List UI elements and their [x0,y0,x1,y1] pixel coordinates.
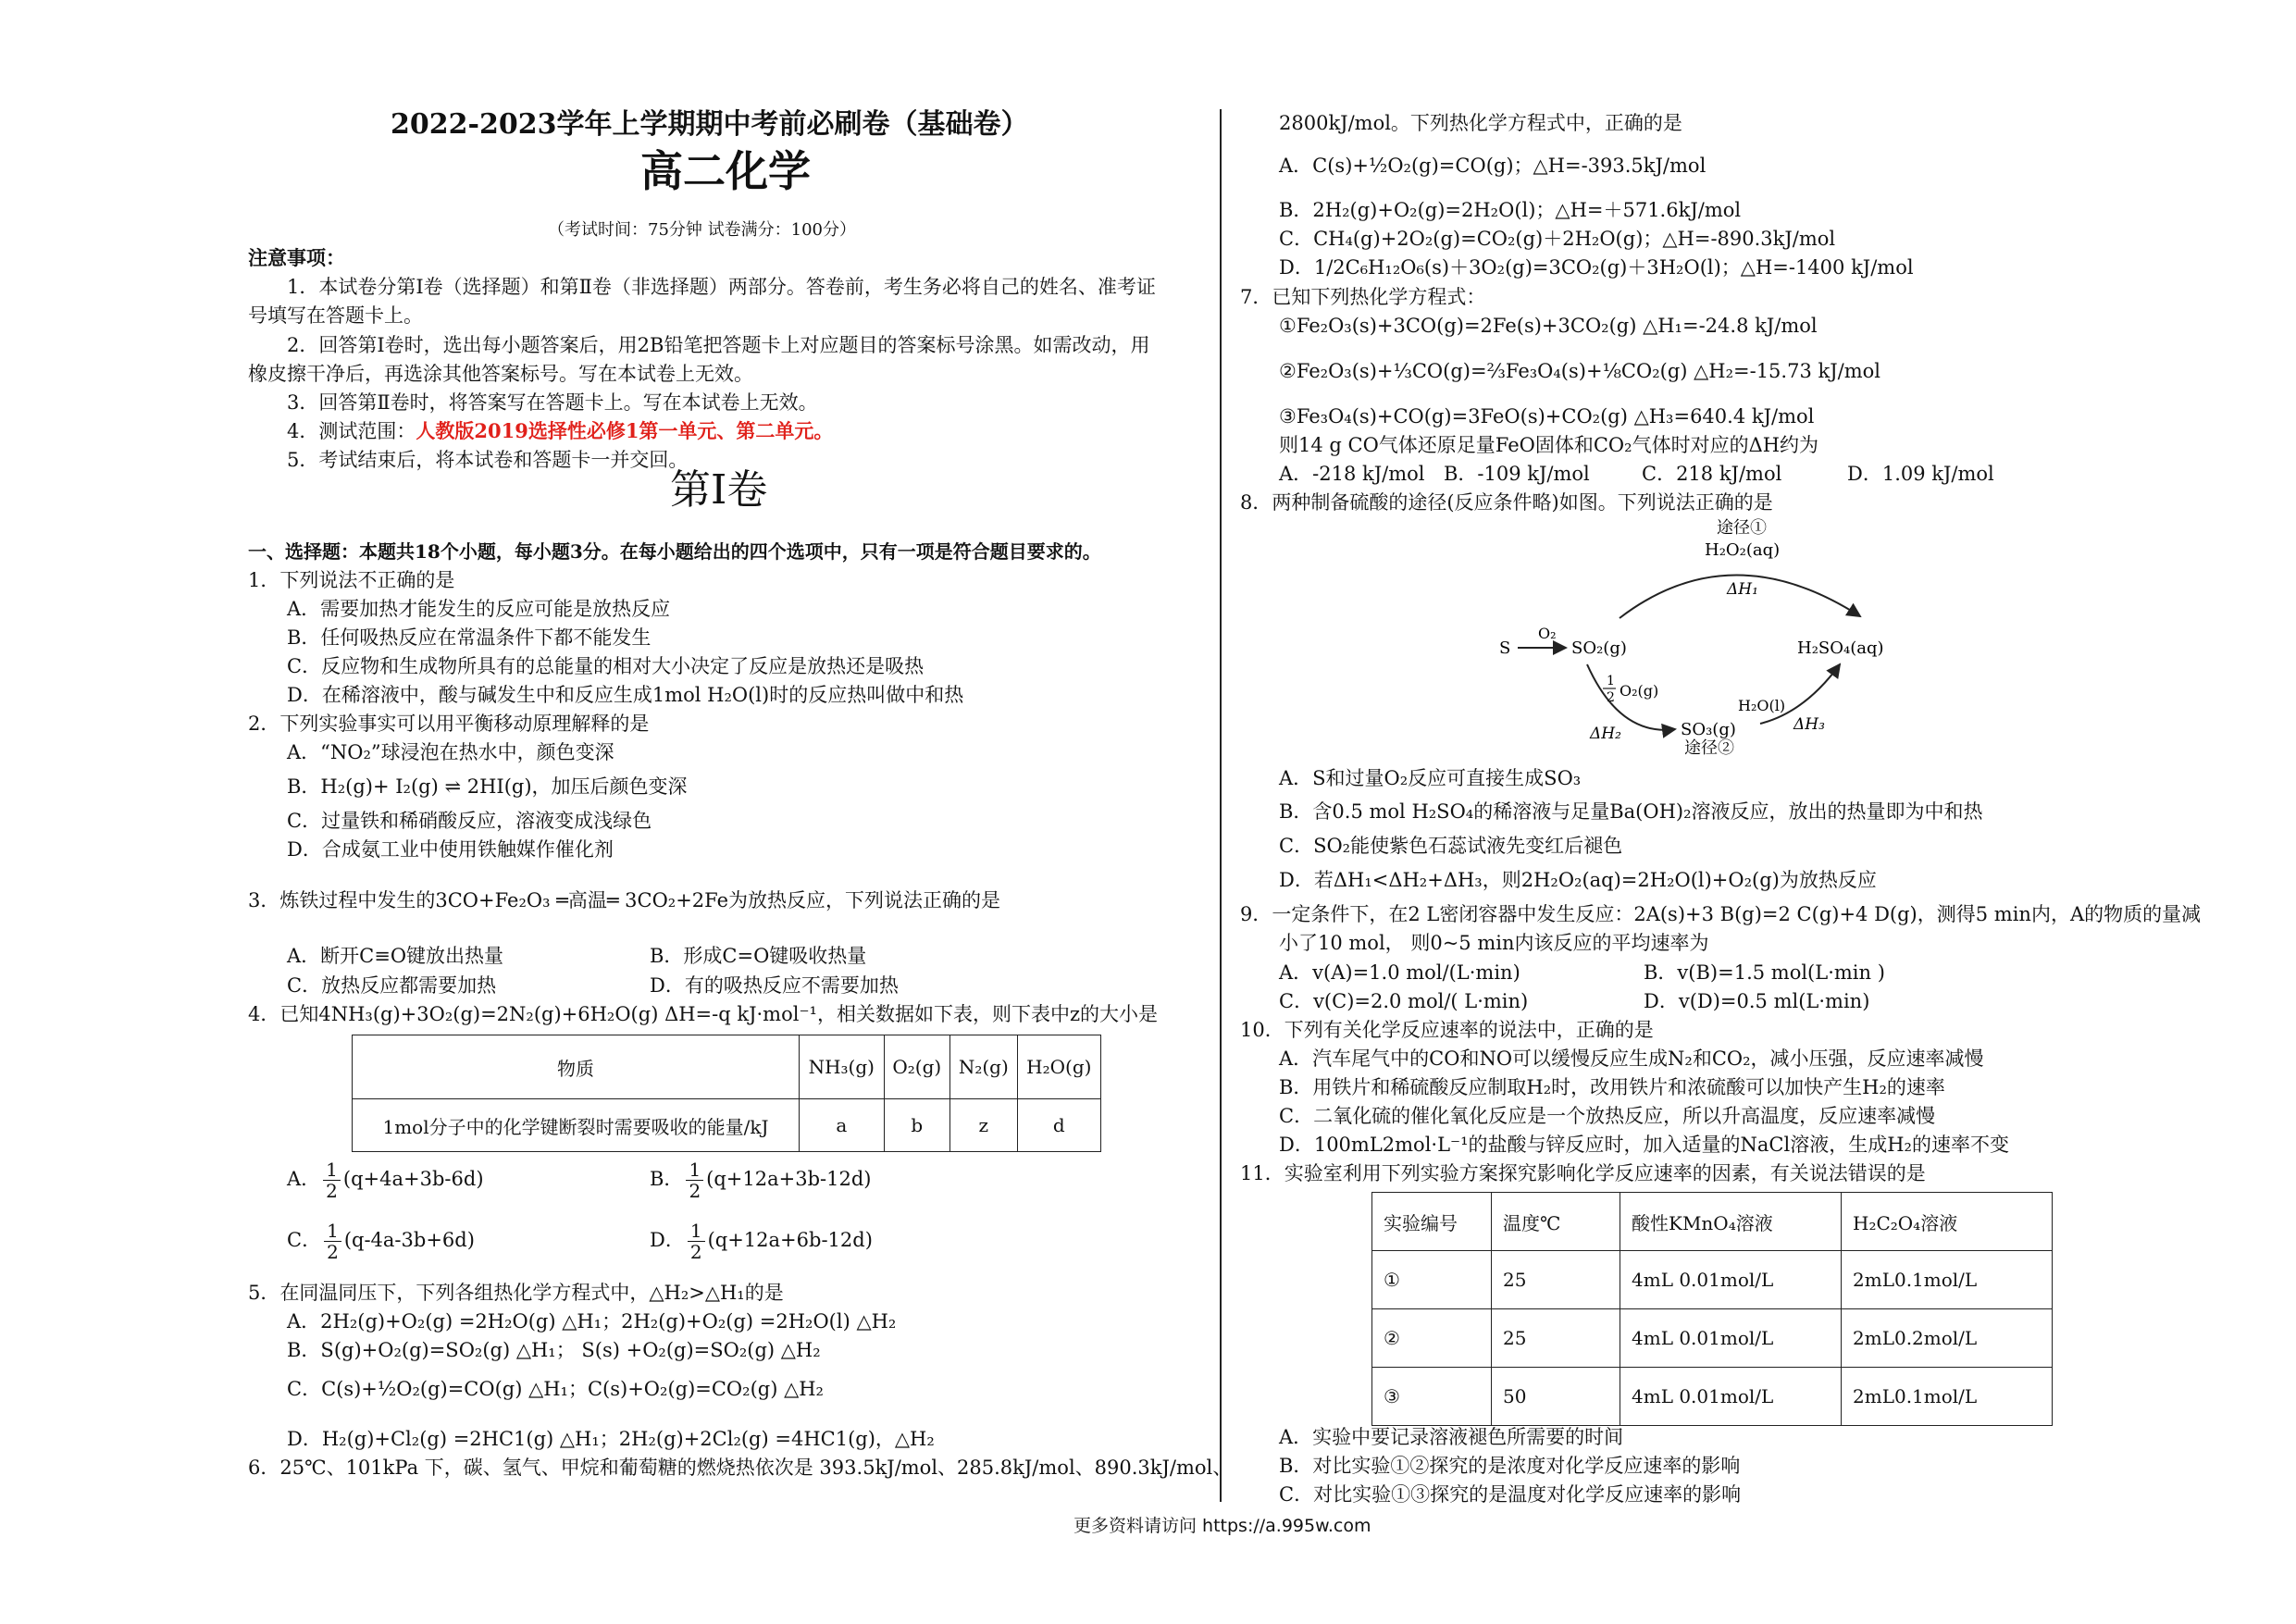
q8-option-a: A．S和过量O₂反应可直接生成SO₃ [1279,767,1582,789]
q9-option-d: D．v(D)=0.5 ml(L·min) [1644,990,1870,1012]
table-cell: ② [1372,1309,1492,1368]
q4-option-b: B． $\frac{1}{2}$ (q+12a+3b-12d) [650,1159,872,1202]
q5-option-d: D．H₂(g)+Cl₂(g) =2HC1(g) △H₁；2H₂(g)+2Cl₂(g) =4HC1(g)，△H₂ [287,1428,935,1450]
path2-label: 途径② [1684,738,1734,755]
table-cell: 4mL 0.01mol/L [1620,1251,1842,1309]
exam-info: （考试时间：75分钟 试卷满分：100分） [548,220,856,240]
q4-table [352,1035,1101,1152]
q1-option-b: B．任何吸热反应在常温条件下都不能发生 [287,626,652,649]
q11-table [1371,1192,2053,1426]
q4-option-c: C． $\frac{1}{2}$ (q-4a-3b+6d) [287,1220,475,1263]
notice-item: 1．本试卷分第Ⅰ卷（选择题）和第Ⅱ卷（非选择题）两部分。答卷前，考生务必将自己的姓名、准考证 [287,276,1156,298]
table-row [1372,1368,2053,1426]
notice-item: 2．回答第Ⅰ卷时，选出每小题答案后，用2B铅笔把答题卡上对应题目的答案标号涂黑。如需改动，用 [287,334,1150,356]
table-cell: ③ [1372,1368,1492,1426]
path1-label: 途径① [1717,518,1767,538]
table-cell: 25 [1492,1251,1620,1309]
table-cell: 温度℃ [1492,1193,1620,1251]
q4-option-a: A． $\frac{1}{2}$ (q+4a+3b-6d) [287,1159,484,1202]
table-cell: z [949,1099,1017,1152]
half-o2-label: O₂(g) [1620,682,1659,700]
q2-option-a: A．“NO₂”球浸泡在热水中，颜色变深 [287,741,614,763]
half-denominator: 2 [1607,690,1615,705]
table-cell: 1mol分子中的化学键断裂时需要吸收的能量/kJ [353,1099,800,1152]
q6-option-a: A．C(s)+½O₂(g)=CO(g)；△H=-393.5kJ/mol [1279,155,1706,177]
q8-option-d: D．若ΔH₁<ΔH₂+ΔH₃，则2H₂O₂(aq)=2H₂O(l)+O₂(g)为放热反应 [1279,869,1877,891]
q9-option-a: A．v(A)=1.0 mol/(L·min) [1279,961,1520,984]
table-cell: NH₃(g) [800,1035,885,1099]
q7-option-d: D．1.09 kJ/mol [1847,463,1994,485]
sulfur-label: S [1499,638,1511,658]
table-cell: 4mL 0.01mol/L [1620,1309,1842,1368]
notice-item: 4．测试范围：人教版2019选择性必修1第一单元、第二单元。 [287,419,834,442]
subject-title: 高二化学 [640,146,811,196]
q3-option-a: A．断开C≡O键放出热量 [287,945,504,967]
q7-option-b: B．-109 kJ/mol [1444,463,1590,485]
q10-option-c: C．二氧化硫的催化氧化反应是一个放热反应，所以升高温度，反应速率减慢 [1279,1105,1936,1127]
q8-option-b: B．含0.5 mol H₂SO₄的稀溶液与足量Ba(OH)₂溶液反应，放出的热量即为中和热 [1279,800,1983,823]
h2o2-label: H₂O₂(aq) [1705,540,1781,560]
dh3-label: ΔH₃ [1793,715,1825,734]
table-row [1372,1251,2053,1309]
q2-option-d: D．合成氨工业中使用铁触媒作催化剂 [287,838,614,861]
notice-item: 号填写在答题卡上。 [248,304,423,327]
so3-label: SO₃(g) [1681,720,1736,739]
q6-option-d: D．1/2C₆H₁₂O₆(s)＋3O₂(g)=3CO₂(g)＋3H₂O(l)；△H=-1400 kJ/mol [1279,256,1914,279]
q7-question: 则14 g CO气体还原足量FeO固体和CO₂气体时对应的ΔH约为 [1279,434,1819,456]
table-cell: d [1017,1099,1100,1152]
q3-option-c: C．放热反应都需要加热 [287,974,497,997]
table-cell: 酸性KMnO₄溶液 [1620,1193,1842,1251]
q11-option-a: A．实验中要记录溶液褪色所需要的时间 [1279,1426,1624,1448]
q10-option-b: B．用铁片和稀硫酸反应制取H₂时，改用铁片和浓硫酸可以加快产生H₂的速率 [1279,1076,1945,1098]
table-cell: 物质 [353,1035,800,1099]
q9-option-b: B．v(B)=1.5 mol(L·min ) [1644,961,1885,984]
q3-option-b: B．形成C=O键吸收热量 [650,945,867,967]
q8-option-c: C．SO₂能使紫色石蕊试液先变红后褪色 [1279,835,1623,857]
so2-label: SO₂(g) [1571,638,1627,658]
q1-option-d: D．在稀溶液中，酸与碱发生中和反应生成1mol H₂O(l)时的反应热叫做中和热 [287,684,964,706]
section-title: 第Ⅰ卷 [670,466,768,514]
q6-option-c: C．CH₄(g)+2O₂(g)=CO₂(g)＋2H₂O(g)；△H=-890.3kJ/mol [1279,228,1836,250]
q9-option-c: C．v(C)=2.0 mol/( L·min) [1279,990,1529,1012]
test-scope: 人教版2019选择性必修1第一单元、第二单元。 [416,419,834,442]
table-cell: 实验编号 [1372,1193,1492,1251]
q1-option-a: A．需要加热才能发生的反应可能是放热反应 [287,598,671,620]
table-cell: 2mL0.1mol/L [1842,1368,2053,1426]
q5-stem: 5．在同温同压下，下列各组热化学方程式中，△H₂>△H₁的是 [248,1282,784,1304]
table-cell: O₂(g) [884,1035,949,1099]
q1-stem: 1．下列说法不正确的是 [248,569,455,591]
o2-label: O₂ [1538,625,1557,642]
column-divider [1220,109,1222,1502]
q2-option-b: B．H₂(g)+ I₂(g) ⇌ 2HI(g)，加压后颜色变深 [287,775,688,798]
table-row [1372,1309,2053,1368]
table-cell: 50 [1492,1368,1620,1426]
q4-option-d: D． $\frac{1}{2}$ (q+12a+6b-12d) [650,1220,873,1263]
q1-option-c: C．反应物和生成物所具有的总能量的相对大小决定了反应是放热还是吸热 [287,655,925,677]
table-row [353,1035,1101,1099]
footer-link[interactable]: 更多资料请访问 https://a.995w.com [1074,1516,1371,1536]
q6-stem: 6．25℃、101kPa 下，碳、氢气、甲烷和葡萄糖的燃烧热依次是 393.5kJ/mol、285.8kJ/mol、890.3kJ/mol、 [248,1457,1233,1479]
table-cell: H₂C₂O₄溶液 [1842,1193,2053,1251]
q6-stem-continued: 2800kJ/mol。下列热化学方程式中，正确的是 [1279,112,1682,134]
table-cell: ① [1372,1251,1492,1309]
table-cell: 4mL 0.01mol/L [1620,1368,1842,1426]
table-cell: 25 [1492,1309,1620,1368]
q10-option-d: D．100mL2mol·L⁻¹的盐酸与锌反应时，加入适量的NaCl溶液，生成H₂的速率不变 [1279,1134,2009,1156]
q7-stem: 7．已知下列热化学方程式： [1240,286,1486,308]
q5-option-b: B．S(g)+O₂(g)=SO₂(g) △H₁； S(s) +O₂(g)=SO₂(g) △H₂ [287,1339,821,1361]
q3-stem: 3．炼铁过程中发生的3CO+Fe₂O₃ ═高温═ 3CO₂+2Fe为放热反应，下列说法正确的是 [248,889,1001,911]
notice-item: 5．考试结束后，将本试卷和答题卡一并交回。 [287,449,689,471]
q8-stem: 8．两种制备硫酸的途径(反应条件略)如图。下列说法正确的是 [1240,491,1773,514]
q4-stem: 4．已知4NH₃(g)+3O₂(g)=2N₂(g)+6H₂O(g) ΔH=-q kJ·mol⁻¹，相关数据如下表，则下表中z的大小是 [248,1003,1159,1025]
notice-item: 3．回答第Ⅱ卷时，将答案写在答题卡上。写在本试卷上无效。 [287,391,818,414]
q7-equation-1: ①Fe₂O₃(s)+3CO(g)=2Fe(s)+3CO₂(g) △H₁=-24.8 kJ/mol [1279,315,1818,337]
table-cell: b [884,1099,949,1152]
q10-option-a: A．汽车尾气中的CO和NO可以缓慢反应生成N₂和CO₂，减小压强，反应速率减慢 [1279,1048,1984,1070]
dh2-label: ΔH₂ [1590,725,1621,743]
exam-title: 2022-2023学年上学期期中考前必刷卷（基础卷） [391,108,1029,141]
q7-option-c: C．218 kJ/mol [1642,463,1782,485]
q2-stem: 2．下列实验事实可以用平衡移动原理解释的是 [248,713,650,735]
q7-option-a: A．-218 kJ/mol [1279,463,1425,485]
notice-item: 橡皮擦干净后，再选涂其他答案标号。写在本试卷上无效。 [248,363,753,385]
table-row [1372,1193,2053,1251]
notice-heading: 注意事项： [248,246,345,269]
q6-option-b: B．2H₂(g)+O₂(g)=2H₂O(l)；△H=＋571.6kJ/mol [1279,199,1742,221]
q10-stem: 10．下列有关化学反应速率的说法中，正确的是 [1240,1019,1654,1041]
q5-option-c: C．C(s)+½O₂(g)=CO(g) △H₁；C(s)+O₂(g)=CO₂(g) △H₂ [287,1378,824,1400]
q7-equation-3: ③Fe₃O₄(s)+CO(g)=3FeO(s)+CO₂(g) △H₃=640.4 kJ/mol [1279,405,1815,428]
q11-stem: 11．实验室利用下列实验方案探究影响化学反应速率的因素，有关说法错误的是 [1240,1162,1926,1184]
table-cell: N₂(g) [949,1035,1017,1099]
table-cell: 2mL0.2mol/L [1842,1309,2053,1368]
h2o-label: H₂O(l) [1738,697,1786,714]
q11-option-b: B．对比实验①②探究的是浓度对化学反应速率的影响 [1279,1455,1741,1477]
q9-stem-continued: 小了10 mol， 则0~5 min内该反应的平均速率为 [1279,932,1709,954]
q2-option-c: C．过量铁和稀硝酸反应，溶液变成浅绿色 [287,810,652,832]
q3-option-d: D．有的吸热反应不需要加热 [650,974,899,997]
q9-stem: 9．一定条件下，在2 L密闭容器中发生反应：2A(s)+3 B(g)=2 C(g)+4 D(g)，测得5 min内，A的物质的量减 [1240,903,2202,925]
dh1-label: ΔH₁ [1727,580,1758,599]
table-cell: 2mL0.1mol/L [1842,1251,2053,1309]
half-numerator: 1 [1607,674,1615,688]
table-cell: a [800,1099,885,1152]
table-row [353,1099,1101,1152]
sulfuric-acid-pathway-diagram [1499,514,1980,755]
q11-option-c: C．对比实验①③探究的是温度对化学反应速率的影响 [1279,1483,1742,1506]
h2so4-label: H₂SO₄(aq) [1797,638,1884,658]
q7-equation-2: ②Fe₂O₃(s)+⅓CO(g)=⅔Fe₃O₄(s)+⅛CO₂(g) △H₂=-15.73 kJ/mol [1279,360,1880,382]
q5-option-a: A．2H₂(g)+O₂(g) =2H₂O(g) △H₁；2H₂(g)+O₂(g) =2H₂O(l) △H₂ [287,1310,897,1333]
table-cell: H₂O(g) [1017,1035,1100,1099]
section-description: 一、选择题：本题共18个小题，每小题3分。在每小题给出的四个选项中，只有一项是符合题目要求的。 [248,540,1101,563]
